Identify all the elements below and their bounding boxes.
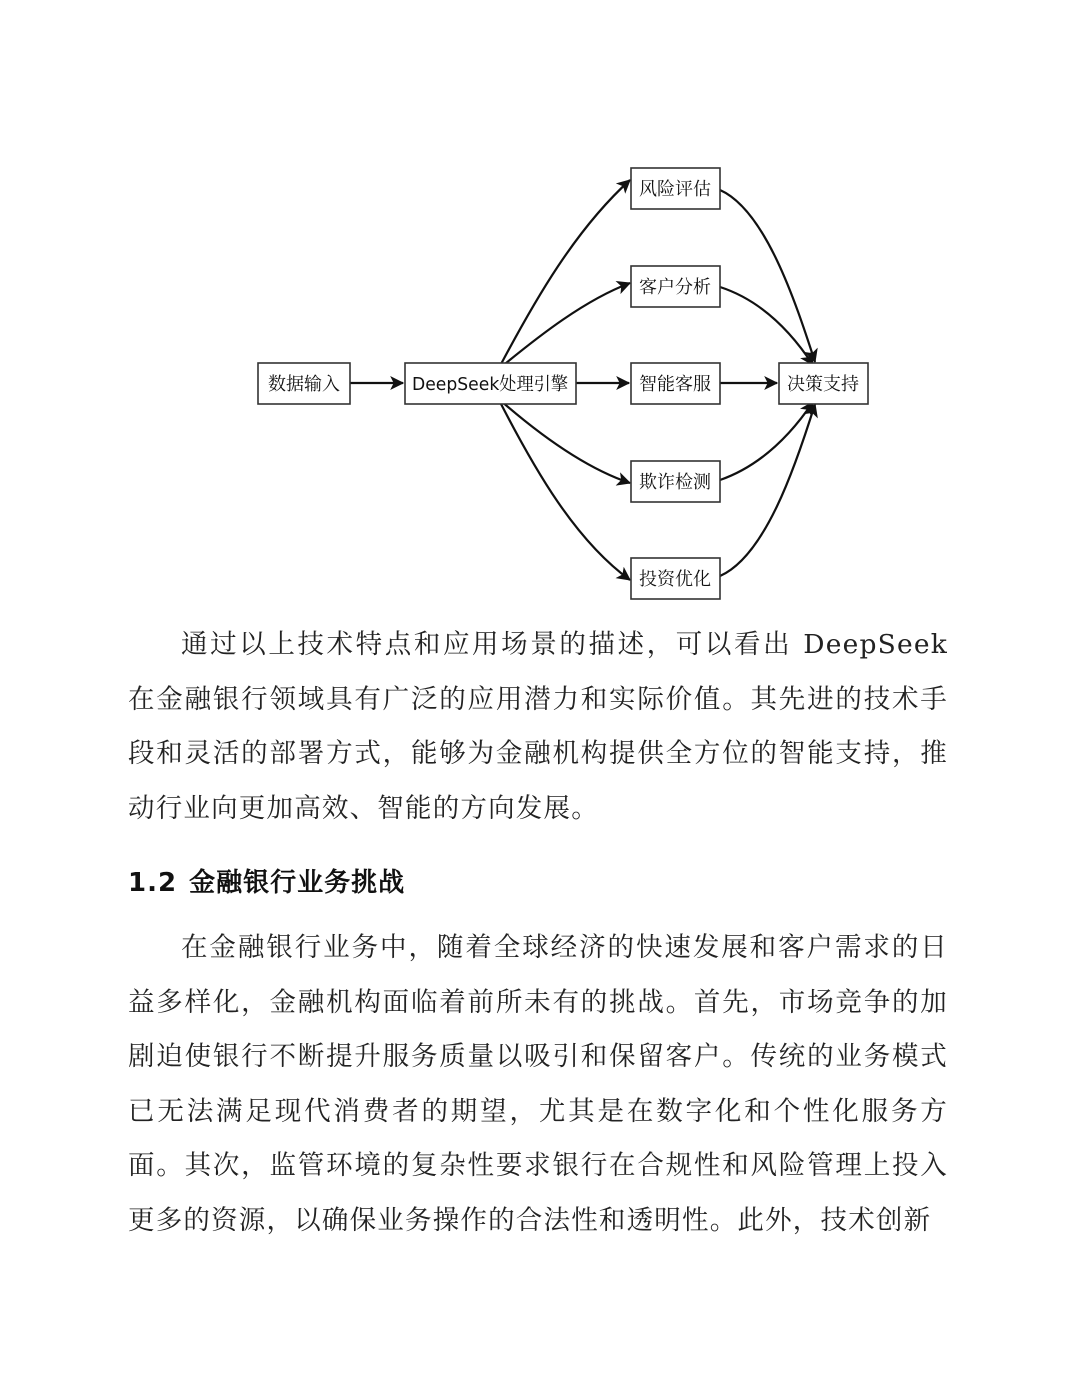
node-invest-label: 投资优化: [639, 569, 711, 590]
section-heading: [128, 862, 405, 899]
paragraph-block-2: [128, 921, 948, 1248]
edge-risk-decision: [720, 190, 815, 362]
edge-invest-decision: [720, 404, 815, 576]
section-title: 金融银行业务挑战: [189, 868, 406, 898]
node-input: [258, 363, 350, 404]
node-engine-label: DeepSeek处理引擎: [412, 374, 568, 395]
node-engine: [405, 363, 576, 404]
paragraph-block-1: [128, 618, 948, 836]
node-customer: [631, 266, 720, 307]
node-invest: [631, 558, 720, 599]
node-customer-label: 客户分析: [639, 277, 711, 298]
node-fraud-label: 欺诈检测: [639, 472, 711, 493]
node-risk: [631, 168, 720, 209]
node-service: [631, 363, 720, 404]
node-fraud: [631, 461, 720, 502]
edge-engine-invest: [500, 402, 630, 580]
edge-fraud-decision: [720, 402, 813, 480]
edge-customer-decision: [720, 287, 813, 365]
edge-engine-customer: [500, 283, 630, 368]
edge-engine-fraud: [500, 400, 630, 483]
edge-engine-risk: [500, 180, 630, 366]
node-service-label: 智能客服: [639, 374, 711, 395]
node-decision: [779, 363, 868, 404]
body-paragraph-2: 在金融银行业务中，随着全球经济的快速发展和客户需求的日益多样化，金融机构面临着前所未有的挑战。首先，市场竞争的加剧迫使银行不断提升服务质量以吸引和保留客户。传统的业务模式已无法满足现代消费者的期望，尤其是在数字化和个性化服务方面。其次，监管环境的复杂性要求银行在合规性和风险管理上投入更多的资源，以确保业务操作的合法性和透明性。此外，技术创新: [128, 932, 948, 1236]
node-risk-label: 风险评估: [639, 179, 711, 200]
body-paragraph-1: 通过以上技术特点和应用场景的描述，可以看出 DeepSeek 在金融银行领域具有广泛的应用潜力和实际价值。其先进的技术手段和灵活的部署方式，能够为金融机构提供全方位的智能支持，推动行业向更加高效、智能的方向发展。: [128, 629, 948, 824]
node-decision-label: 决策支持: [787, 374, 859, 395]
section-number: 1.2: [128, 868, 178, 898]
flow-diagram: [0, 0, 1080, 620]
node-input-label: 数据输入: [268, 374, 340, 395]
